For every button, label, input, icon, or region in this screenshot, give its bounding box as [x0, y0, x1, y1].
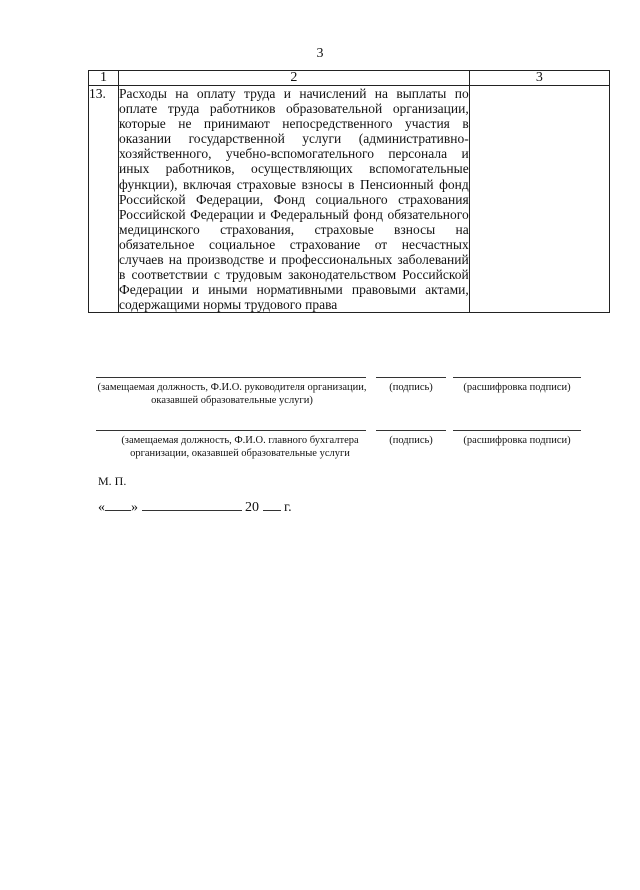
decoding-line-accountant [453, 430, 581, 431]
decoding-line-director [453, 377, 581, 378]
signature-line-accountant [376, 430, 446, 431]
position-line-accountant [96, 430, 366, 431]
signature-caption-accountant: (подпись) [389, 435, 433, 446]
position-caption-director: (замещаемая должность, Ф.И.О. руководителя организации, оказавшей образовательные услуги) [97, 382, 367, 406]
day-blank [105, 498, 131, 511]
column-header-1: 1 [89, 71, 119, 86]
position-line-director [96, 377, 366, 378]
column-header-3: 3 [469, 71, 609, 86]
position-caption-accountant: (замещаемая должность, Ф.И.О. главного бухгалтера организации, оказавшей образовательные услуги [121, 435, 359, 459]
page-number: 3 [316, 46, 324, 61]
date-line [98, 498, 292, 516]
column-header-2: 2 [119, 71, 470, 86]
table-row [89, 86, 610, 313]
year-suffix: г. [284, 500, 292, 515]
date-open-quote: « [98, 500, 105, 515]
table-header-row [89, 71, 610, 86]
expenses-table [88, 70, 610, 313]
decoding-caption-director: (расшифровка подписи) [463, 382, 571, 393]
row-value [469, 86, 609, 313]
row-description: Расходы на оплату труда и начислений на выплаты по оплате труда работников образовательной организации, которые не принимают непосредственного участия в оказании государственной услуги (административно-хозяйственного, учебно-вспомогательного персонала и иных работников, осуществляющих вспомогательные функции), включая страховые взносы в Пенсионный фонд Российской Федерации, Фонд социального страхования Российской Федерации и Федеральный фонд обязательного медицинского страхования, страховые взносы на обязательное социальное страхование от несчастных случаев на производстве и профессиональных заболеваний в соответствии с трудовым законодательством Российской Федерации и иными нормативными правовыми актами, содержащими нормы трудового права [119, 86, 469, 313]
month-blank [142, 498, 242, 511]
decoding-caption-accountant: (расшифровка подписи) [463, 435, 571, 446]
row-number: 13. [89, 86, 119, 313]
signature-line-director [376, 377, 446, 378]
signature-caption-director: (подпись) [389, 382, 433, 393]
stamp-label: М. П. [98, 474, 127, 488]
date-close-quote: » [131, 500, 138, 515]
year-blank [263, 498, 281, 511]
year-prefix: 20 [245, 500, 259, 515]
